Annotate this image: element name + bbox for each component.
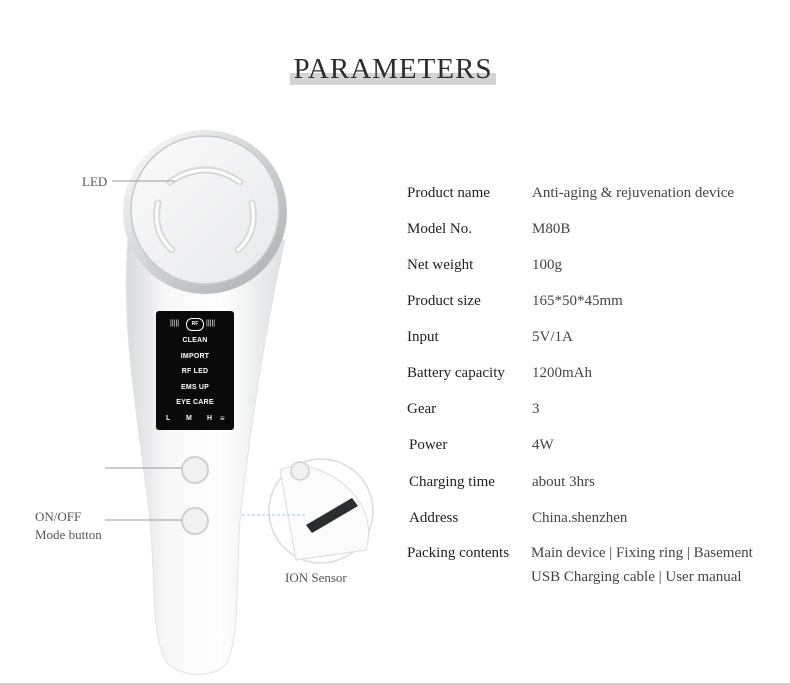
ion-sensor-callout-label: ION Sensor [285,570,347,585]
param-value: 3 [532,401,540,417]
param-value: 165*50*45mm [532,293,623,309]
param-value: Anti-aging & rejuvenation device [532,185,735,201]
button-lower-ring [182,508,208,534]
param-value-line-2: USB Charging cable | User manual [531,569,742,585]
param-label: Address [409,510,459,526]
device-display-screen [156,311,234,430]
screen-mode-import: IMPORT [180,353,210,360]
ion-sensor-zoom-button [291,462,309,480]
param-value: about 3hrs [532,474,595,490]
param-value: 5V/1A [532,329,573,345]
param-label: Model No. [407,221,472,237]
battery-level-icon: ≡ [220,414,225,423]
param-value: M80B [532,221,571,237]
screen-level-medium: M [186,415,192,422]
param-label: Product size [407,293,481,309]
screen-mode-ems-up: EMS UP [180,384,210,391]
param-label: Packing contents [407,545,510,561]
signal-wave-right-icon: ||||| [206,320,216,327]
mode-button-callout-label: Mode button [35,527,102,542]
param-value: Main device | Fixing ring | Basement [531,545,753,561]
param-label: Charging time [409,474,495,490]
param-label: Gear [407,401,437,417]
rf-badge: RF [186,318,204,331]
param-label: Battery capacity [407,365,505,381]
screen-mode-eye-care: EYE CARE [176,399,214,406]
param-label: Net weight [407,257,474,273]
screen-level-low: L [166,415,171,422]
button-upper-ring [182,457,208,483]
param-label: Input [407,329,439,345]
param-value: 100g [532,257,562,273]
signal-wave-left-icon: ||||| [170,320,180,327]
param-value: 1200mAh [532,365,592,381]
device-head-face [131,136,279,284]
page-title: PARAMETERS [293,53,493,85]
param-label: Power [409,437,448,453]
param-value: 4W [532,437,554,453]
screen-mode-rf-led: RF LED [181,368,209,375]
screen-level-high: H [207,415,213,422]
param-value: China.shenzhen [532,510,628,526]
device-handle [126,240,285,675]
onoff-callout-label: ON/OFF [35,509,82,524]
param-label: Product name [407,185,490,201]
title-block [288,52,498,88]
screen-mode-clean: CLEAN [182,337,208,344]
led-callout-label: LED [82,174,108,189]
